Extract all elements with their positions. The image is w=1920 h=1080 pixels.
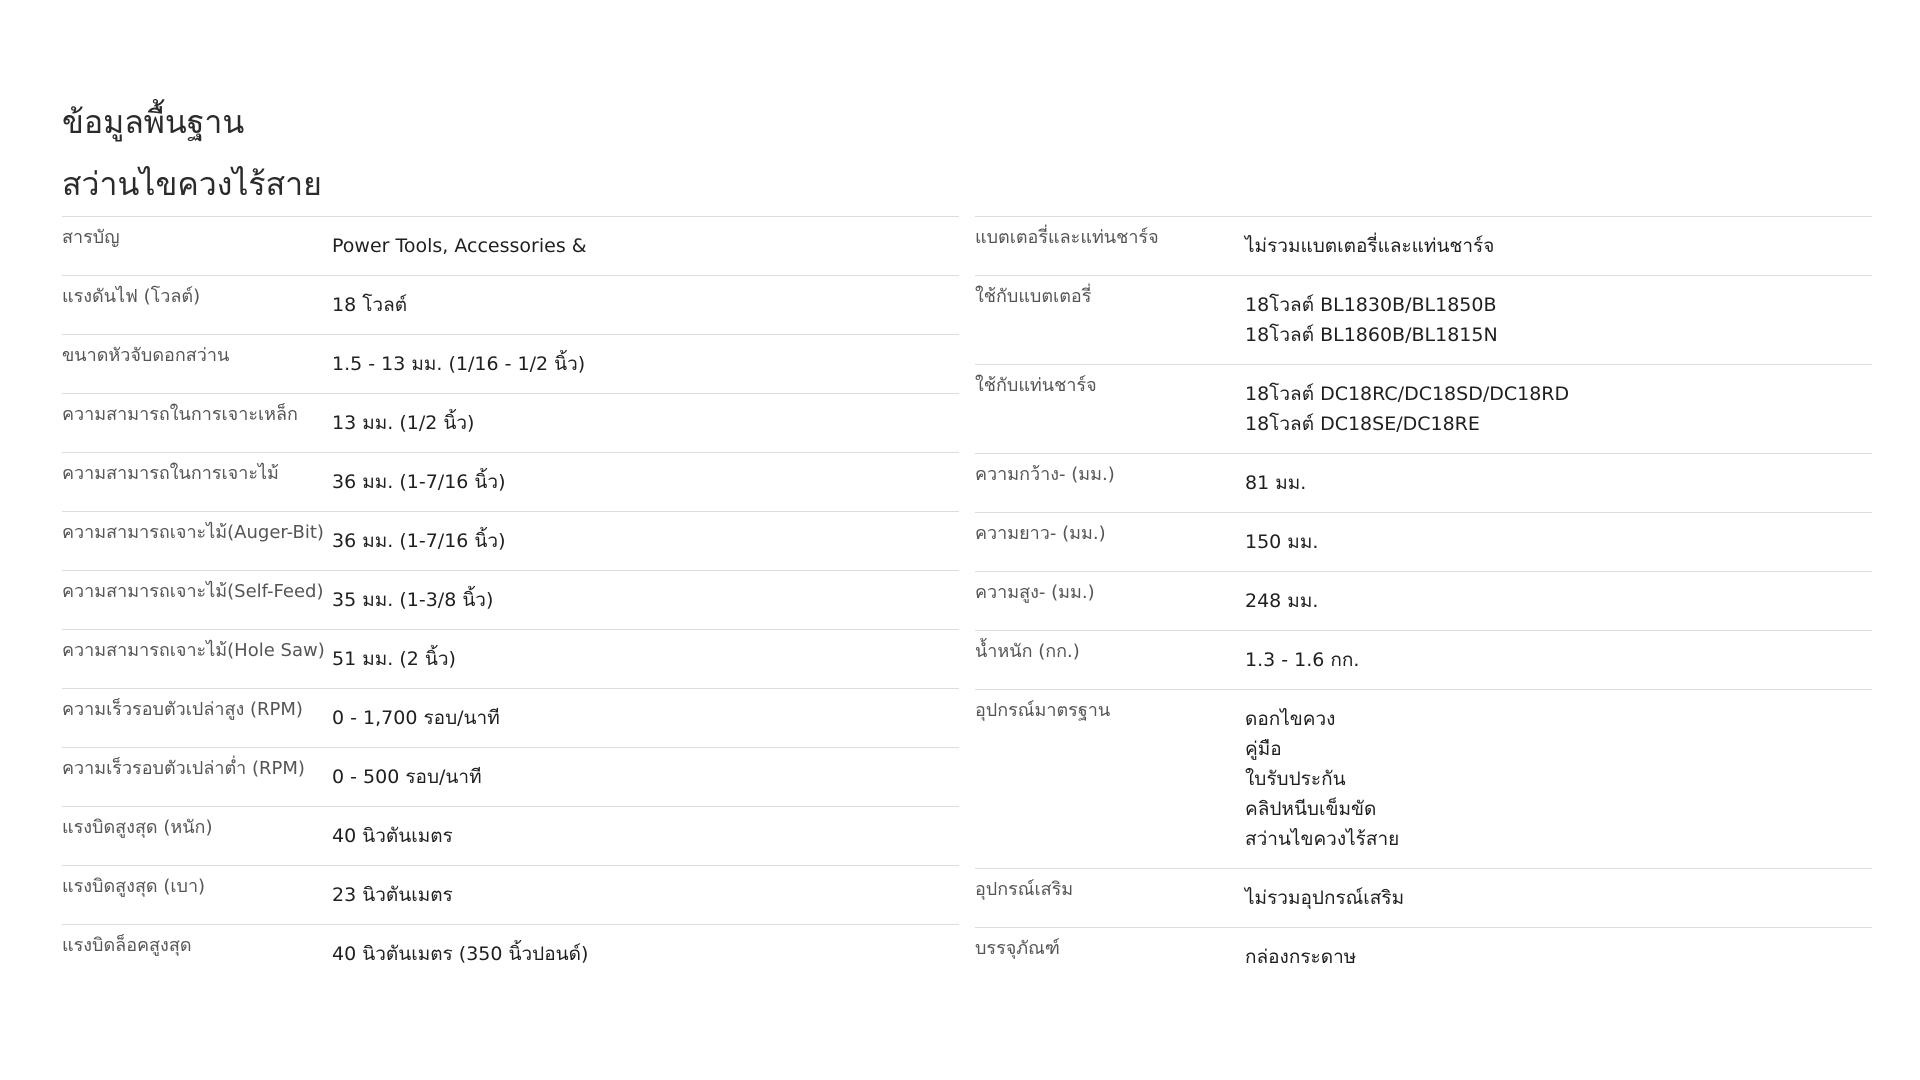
spec-label: ความสามารถเจาะไม้(Self-Feed) xyxy=(62,581,324,602)
spec-value-line: 1.5 - 13 มม. (1/16 - 1/2 นิ้ว) xyxy=(332,353,586,375)
spec-label: ใช้กับแท่นชาร์จ xyxy=(975,375,1097,396)
spec-value-line: 40 นิวตันเมตร xyxy=(332,825,453,847)
spec-value-line: 1.3 - 1.6 กก. xyxy=(1245,649,1360,671)
spec-value xyxy=(332,408,959,438)
spec-value xyxy=(332,585,959,615)
spec-value-line: 36 มม. (1-7/16 นิ้ว) xyxy=(332,471,506,493)
spec-value xyxy=(332,821,959,851)
spec-label: ความกว้าง- (มม.) xyxy=(975,464,1115,485)
spec-row xyxy=(62,570,959,629)
spec-value xyxy=(332,644,959,674)
spec-row xyxy=(62,334,959,393)
spec-value-line: ไม่รวมแบตเตอรี่และแท่นชาร์จ xyxy=(1245,235,1495,257)
spec-label: แรงดันไฟ (โวลต์) xyxy=(62,286,201,307)
spec-label: ความสามารถในการเจาะไม้ xyxy=(62,463,279,484)
spec-value xyxy=(1245,883,1872,913)
spec-label: แรงบิดสูงสุด (เบา) xyxy=(62,876,206,897)
spec-value xyxy=(1245,527,1872,557)
spec-value xyxy=(1245,231,1872,261)
spec-row xyxy=(62,688,959,747)
spec-value-line: ดอกไขควง xyxy=(1245,708,1336,730)
spec-label: ความสามารถในการเจาะเหล็ก xyxy=(62,404,298,425)
spec-label: แรงบิดสูงสุด (หนัก) xyxy=(62,817,213,838)
spec-value-line: 18โวลต์ DC18RC/DC18SD/DC18RD xyxy=(1245,383,1570,405)
spec-label: ความสามารถเจาะไม้(Auger-Bit) xyxy=(62,522,324,543)
spec-label: แรงบิดล็อคสูงสุด xyxy=(62,935,192,956)
spec-value xyxy=(1245,704,1872,854)
spec-row xyxy=(62,216,959,275)
spec-value-line: 18โวลต์ DC18SE/DC18RE xyxy=(1245,413,1480,435)
spec-value xyxy=(1245,645,1872,675)
spec-value-line: 18 โวลต์ xyxy=(332,294,408,316)
spec-value-line: Power Tools, Accessories & xyxy=(332,235,587,257)
spec-value-line: 0 - 500 รอบ/นาที xyxy=(332,766,482,788)
spec-label: ใช้กับแบตเตอรี่ xyxy=(975,286,1092,307)
spec-value xyxy=(332,762,959,792)
spec-label: ความสามารถเจาะไม้(Hole Saw) xyxy=(62,640,325,661)
spec-value xyxy=(332,703,959,733)
spec-row xyxy=(62,865,959,924)
spec-row xyxy=(62,629,959,688)
spec-value-line: คลิปหนีบเข็มขัด xyxy=(1245,798,1377,820)
spec-value xyxy=(332,231,959,261)
spec-value xyxy=(1245,942,1872,972)
spec-value xyxy=(1245,290,1872,350)
spec-page xyxy=(62,96,1872,968)
spec-value-line: 18โวลต์ BL1860B/BL1815N xyxy=(1245,324,1498,346)
spec-value-line: ไม่รวมอุปกรณ์เสริม xyxy=(1245,887,1405,909)
spec-row xyxy=(975,364,1872,453)
spec-label: ความสูง- (มม.) xyxy=(975,582,1095,603)
spec-row xyxy=(975,453,1872,512)
spec-row xyxy=(975,630,1872,689)
spec-label: แบตเตอรี่และแท่นชาร์จ xyxy=(975,227,1159,248)
spec-value xyxy=(332,939,959,969)
spec-value-line: 0 - 1,700 รอบ/นาที xyxy=(332,707,500,729)
spec-label: บรรจุภัณฑ์ xyxy=(975,938,1060,959)
spec-label: สารบัญ xyxy=(62,227,120,248)
spec-value xyxy=(332,880,959,910)
product-name: สว่านไขควงไร้สาย xyxy=(62,165,322,203)
spec-value-line: สว่านไขควงไร้สาย xyxy=(1245,828,1400,850)
spec-value-line: 18โวลต์ BL1830B/BL1850B xyxy=(1245,294,1497,316)
spec-label: น้ำหนัก (กก.) xyxy=(975,641,1080,662)
spec-value-line: 35 มม. (1-3/8 นิ้ว) xyxy=(332,589,494,611)
spec-value-line: 248 มม. xyxy=(1245,590,1319,612)
spec-label: ความยาว- (มม.) xyxy=(975,523,1106,544)
spec-columns xyxy=(62,216,1872,986)
spec-value-line: 81 มม. xyxy=(1245,472,1307,494)
spec-row xyxy=(975,571,1872,630)
spec-value-line: คู่มือ xyxy=(1245,738,1282,760)
spec-value-line: 36 มม. (1-7/16 นิ้ว) xyxy=(332,530,506,552)
spec-row xyxy=(62,511,959,570)
spec-label: อุปกรณ์เสริม xyxy=(975,879,1074,900)
spec-table-right xyxy=(975,216,1872,986)
spec-value-line: ใบรับประกัน xyxy=(1245,768,1346,790)
spec-row xyxy=(62,452,959,511)
spec-value-line: กล่องกระดาษ xyxy=(1245,946,1357,968)
spec-row xyxy=(975,868,1872,927)
spec-value-line: 51 มม. (2 นิ้ว) xyxy=(332,648,456,670)
spec-value-line: 40 นิวตันเมตร (350 นิ้วปอนด์) xyxy=(332,943,589,965)
spec-label: อุปกรณ์มาตรฐาน xyxy=(975,700,1111,721)
spec-value-line: 150 มม. xyxy=(1245,531,1319,553)
spec-row xyxy=(62,393,959,452)
spec-label: ขนาดหัวจับดอกสว่าน xyxy=(62,345,230,366)
spec-row xyxy=(62,747,959,806)
spec-value xyxy=(332,290,959,320)
spec-value xyxy=(1245,468,1872,498)
spec-value xyxy=(332,349,959,379)
spec-row xyxy=(975,512,1872,571)
section-title: ข้อมูลพื้นฐาน xyxy=(62,103,245,141)
spec-row xyxy=(975,689,1872,868)
spec-row xyxy=(62,806,959,865)
spec-label: ความเร็วรอบตัวเปล่าสูง (RPM) xyxy=(62,699,303,720)
spec-row xyxy=(62,924,959,983)
spec-value-line: 13 มม. (1/2 นิ้ว) xyxy=(332,412,475,434)
spec-value xyxy=(332,467,959,497)
spec-table-left xyxy=(62,216,959,986)
spec-row xyxy=(62,275,959,334)
spec-row xyxy=(975,216,1872,275)
spec-row xyxy=(975,927,1872,986)
spec-value xyxy=(332,526,959,556)
spec-value xyxy=(1245,379,1872,439)
spec-row xyxy=(975,275,1872,364)
spec-label: ความเร็วรอบตัวเปล่าต่ำ (RPM) xyxy=(62,758,305,779)
spec-value-line: 23 นิวตันเมตร xyxy=(332,884,453,906)
spec-value xyxy=(1245,586,1872,616)
